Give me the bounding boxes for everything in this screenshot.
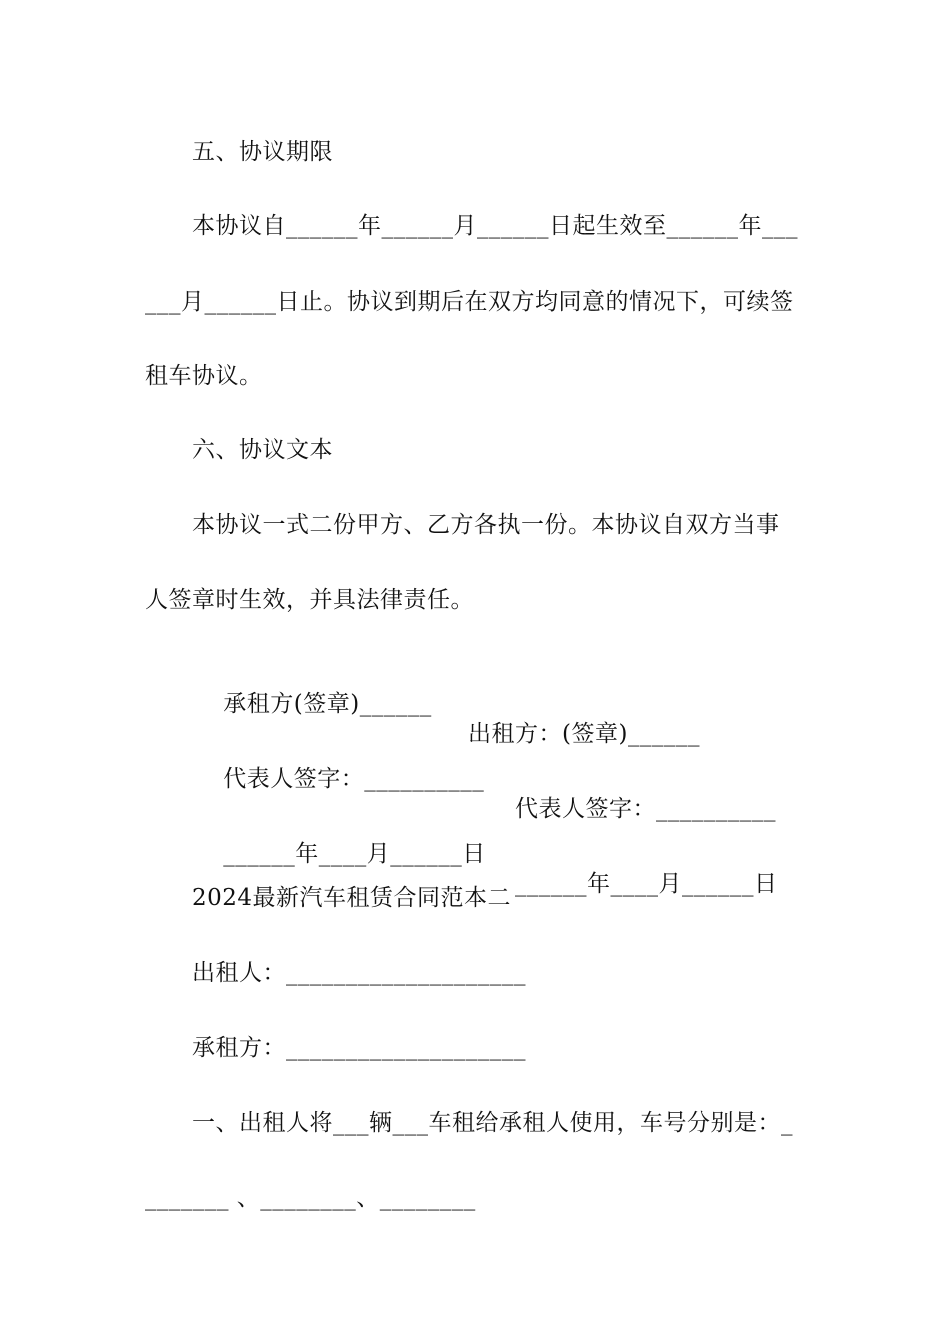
lessee-name-field: 承租方：____________________ — [192, 1035, 526, 1061]
clause-1-line: 一、出租人将___辆___车租给承租人使用，车号分别是：_ — [192, 1110, 793, 1136]
lessor-name-field: 出租人：____________________ — [192, 960, 526, 986]
lessor-date-field: ______年____月______日 — [515, 871, 778, 897]
paragraph-line: ___月______日止。协议到期后在双方均同意的情况下，可续签 — [145, 289, 794, 315]
lessee-date-field: ______年____月______日 — [223, 841, 486, 867]
lessee-representative-field: 代表人签字：__________ — [223, 766, 485, 792]
paragraph-line: 人签章时生效，并具法律责任。 — [145, 587, 474, 613]
section-heading-5: 五、协议期限 — [192, 139, 333, 165]
paragraph-line: 本协议自______年______月______日起生效至______年___ — [192, 213, 798, 239]
contract-title: 2024最新汽车租赁合同范本二 — [192, 885, 512, 911]
clause-1-plates: _______ 、________、________ — [145, 1185, 476, 1211]
paragraph-line: 租车协议。 — [145, 363, 263, 389]
lessor-representative-field: 代表人签字：__________ — [515, 796, 776, 822]
lessee-signature-field: 承租方(签章)______ — [223, 691, 432, 717]
paragraph-line: 本协议一式二份甲方、乙方各执一份。本协议自双方当事 — [192, 512, 780, 538]
section-heading-6: 六、协议文本 — [192, 437, 333, 463]
lessor-signature-field: 出租方：(签章)______ — [468, 721, 700, 747]
